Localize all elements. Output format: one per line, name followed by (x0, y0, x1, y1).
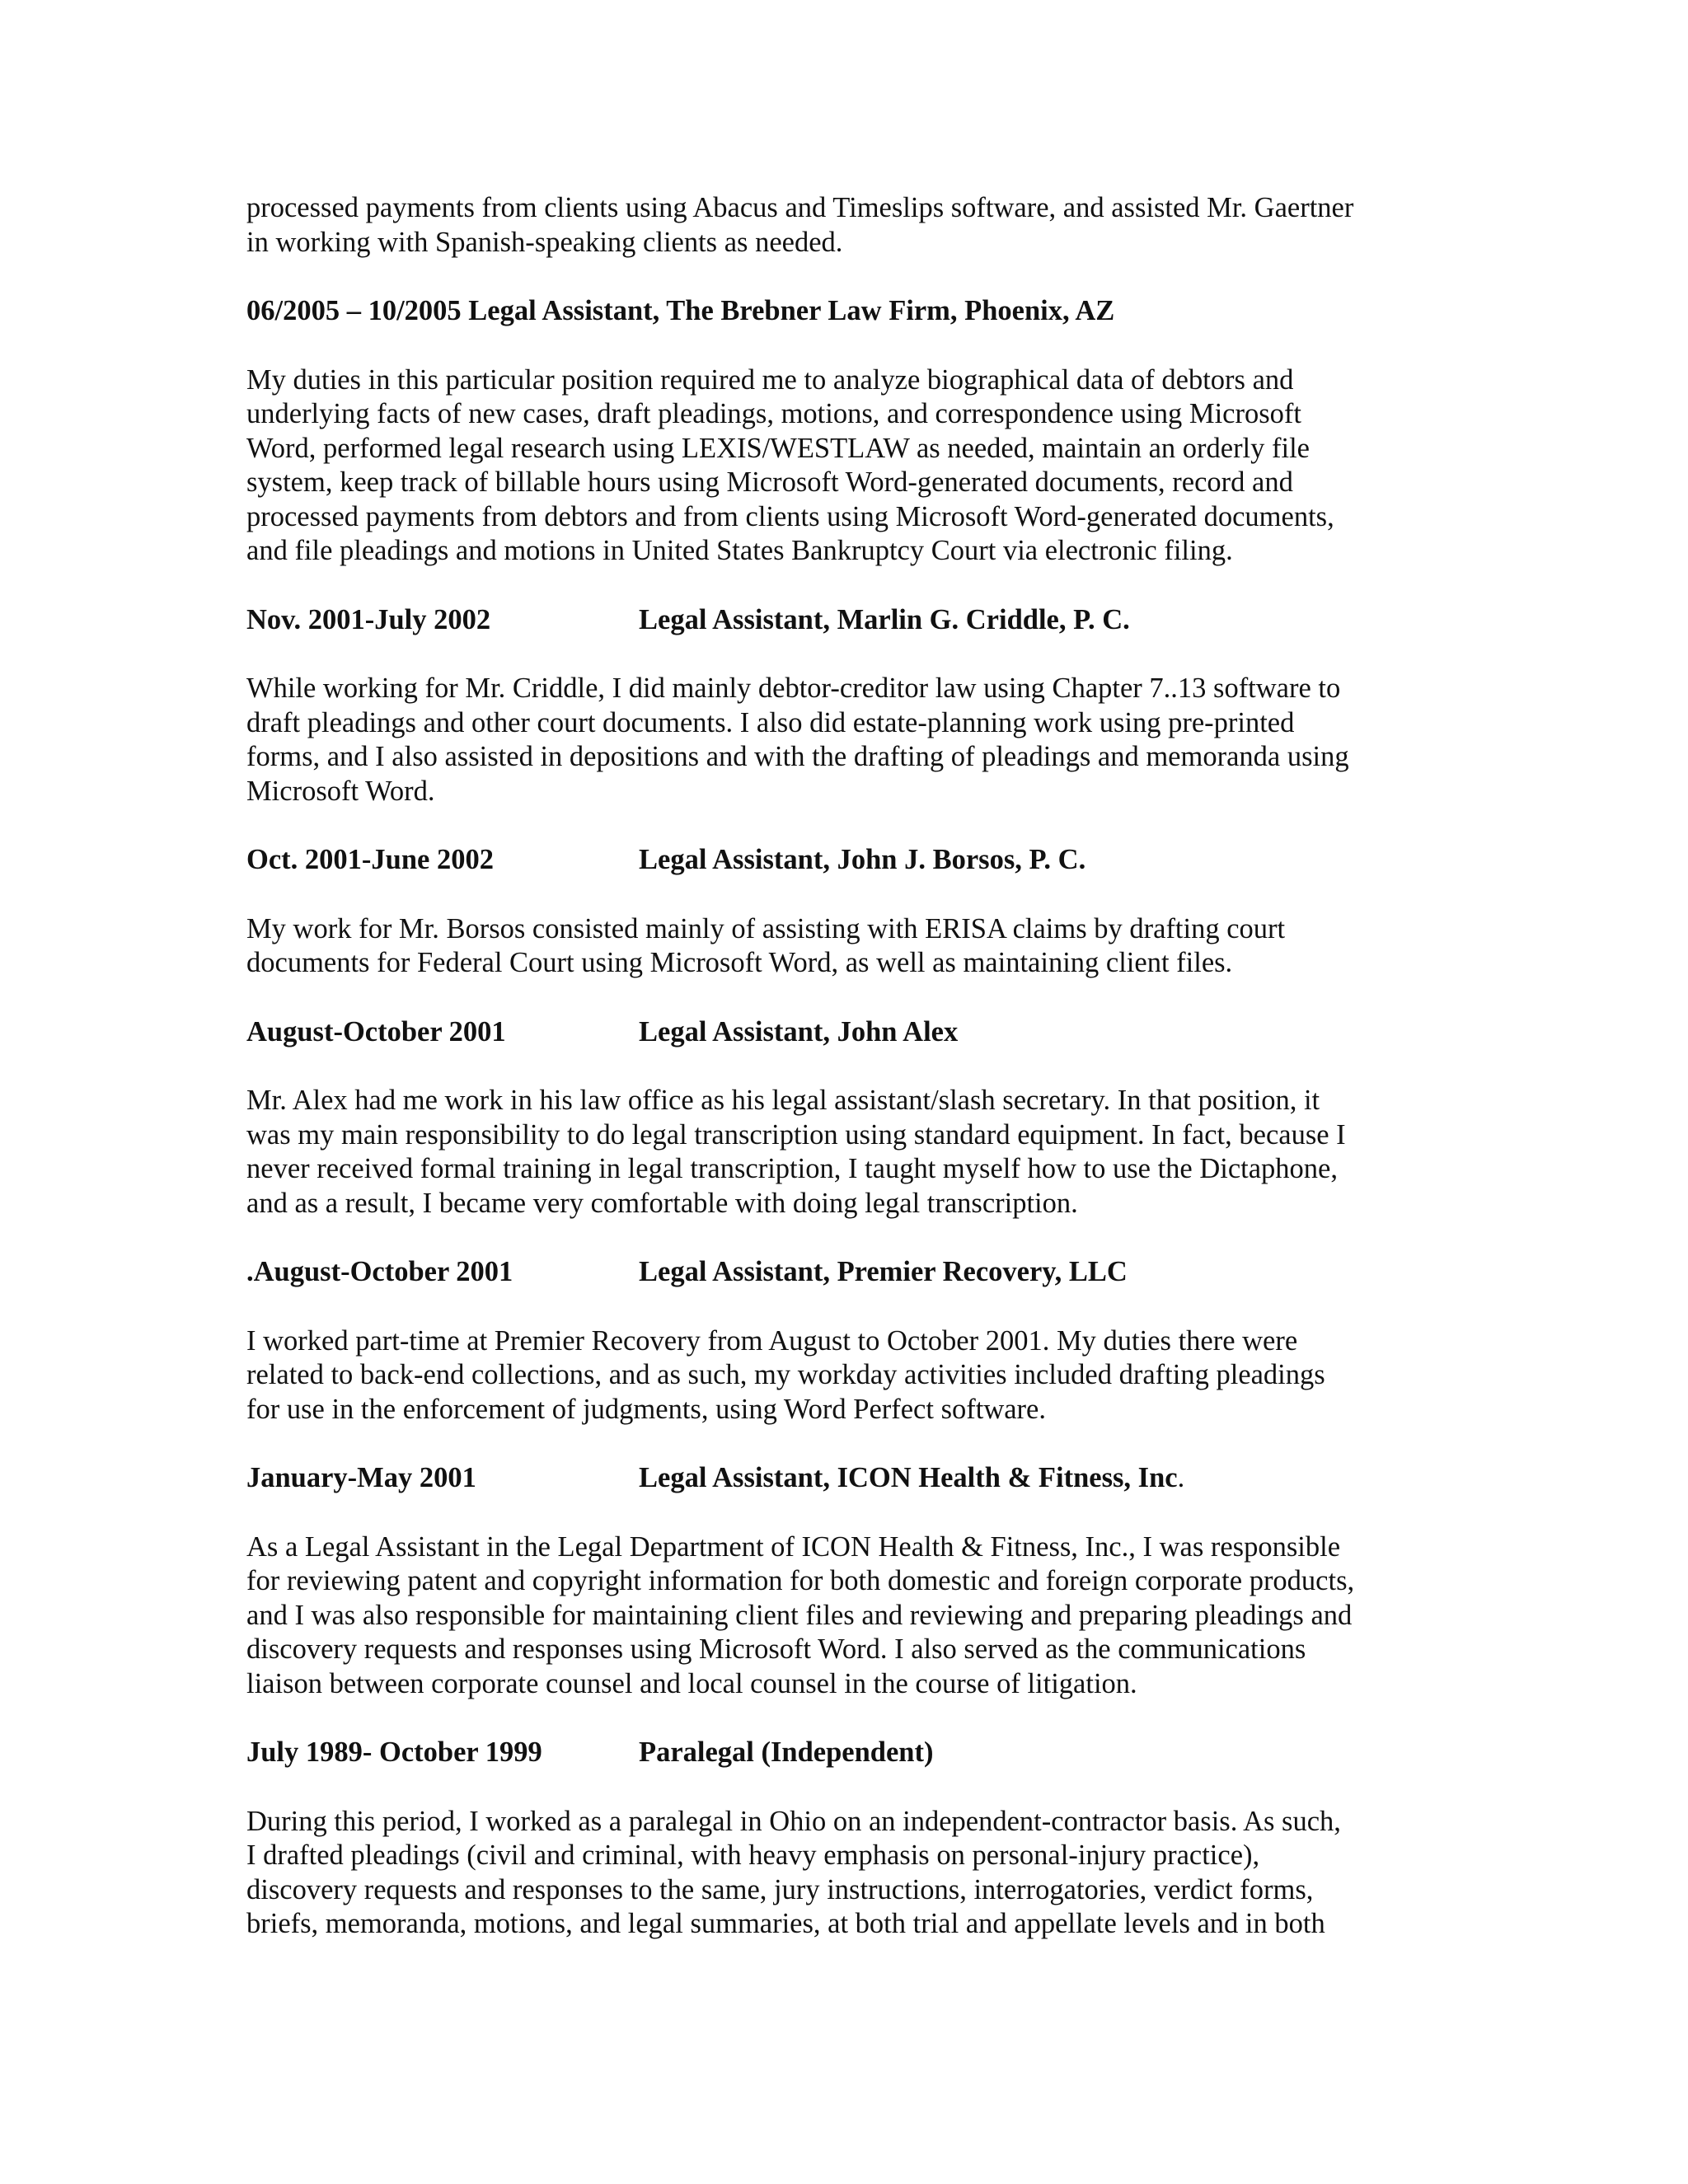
job-heading (246, 1461, 1450, 1496)
text-line: During this period, I worked as a paralegal in Ohio on an independent-contractor basis. As such, (246, 1805, 1341, 1837)
text-line: underlying facts of new cases, draft pleadings, motions, and correspondence using Microsoft (246, 398, 1301, 429)
job-title: Legal Assistant, John Alex (639, 1015, 959, 1047)
text-line: liaison between corporate counsel and local counsel in the course of litigation. (246, 1667, 1137, 1699)
job-heading (246, 1015, 1450, 1050)
job-heading (246, 603, 1450, 638)
text-line: I drafted pleadings (civil and criminal, with heavy emphasis on personal-injury practice), (246, 1840, 1260, 1871)
job-date: January-May 2001 (246, 1462, 476, 1493)
text-line: and file pleadings and motions in United States Bankruptcy Court via electronic filing. (246, 535, 1233, 566)
text-line: related to back-end collections, and as such, my workday activities included drafting pleadings (246, 1359, 1325, 1390)
text-line: Mr. Alex had me work in his law office as his legal assistant/slash secretary. In that position, it (246, 1085, 1320, 1116)
intro-paragraph (246, 191, 1450, 260)
job-title: Legal Assistant, Premier Recovery, LLC (639, 1256, 1128, 1287)
job-heading (246, 843, 1450, 878)
text-line: While working for Mr. Criddle, I did mainly debtor-creditor law using Chapter 7..13 software to (246, 673, 1341, 704)
job-description (246, 363, 1450, 569)
job-title: Legal Assistant, John J. Borsos, P. C. (639, 844, 1086, 875)
text-line: processed payments from clients using Abacus and Timeslips software, and assisted Mr. Gaertner (246, 192, 1354, 223)
text-line: My work for Mr. Borsos consisted mainly of assisting with ERISA claims by drafting court (246, 912, 1286, 944)
text-line: processed payments from debtors and from clients using Microsoft Word-generated documents, (246, 500, 1334, 532)
job-date: Nov. 2001-July 2002 (246, 603, 491, 635)
text-line: I worked part-time at Premier Recovery from August to October 2001. My duties there were (246, 1324, 1298, 1357)
job-heading (246, 294, 1450, 329)
text-line: was my main responsibility to do legal transcription using standard equipment. In fact, because I (246, 1118, 1346, 1151)
job-heading (246, 1255, 1450, 1290)
job-description (246, 1084, 1450, 1221)
text-line: draft pleadings and other court documents. I also did estate-planning work using pre-printed (246, 706, 1295, 738)
job-title: Legal Assistant, ICON Health & Fitness, Inc (639, 1462, 1178, 1493)
text-line: documents for Federal Court using Microsoft Word, as well as maintaining client files. (246, 947, 1233, 978)
text-line: and as a result, I became very comfortable with doing legal transcription. (246, 1187, 1078, 1219)
text-line: As a Legal Assistant in the Legal Department of ICON Health & Fitness, Inc., I was responsible (246, 1530, 1341, 1563)
text-line: Microsoft Word. (246, 775, 435, 807)
job-heading-text: 06/2005 – 10/2005 Legal Assistant, The Brebner Law Firm, Phoenix, AZ (246, 295, 1115, 326)
text-line: discovery requests and responses to the same, jury instructions, interrogatories, verdict forms, (246, 1873, 1314, 1905)
text-line: briefs, memoranda, motions, and legal summaries, at both trial and appellate levels and in both (246, 1908, 1325, 1939)
text-line: for use in the enforcement of judgments, using Word Perfect software. (246, 1393, 1046, 1425)
text-line: in working with Spanish-speaking clients as needed. (246, 226, 843, 258)
job-date: Oct. 2001-June 2002 (246, 844, 494, 875)
job-description (246, 672, 1450, 808)
job-description (246, 1530, 1450, 1702)
job-date: July 1989- October 1999 (246, 1736, 542, 1768)
text-line: discovery requests and responses using Microsoft Word. I also served as the communications (246, 1633, 1306, 1665)
job-description (246, 1324, 1450, 1427)
job-date: August-October 2001 (246, 1015, 506, 1047)
job-title-tail: . (1177, 1462, 1185, 1493)
resume-content (246, 191, 1450, 1976)
job-title: Paralegal (Independent) (639, 1736, 934, 1768)
text-line: system, keep track of billable hours using Microsoft Word-generated documents, record and (246, 466, 1293, 498)
text-line: Word, performed legal research using LEXIS/WESTLAW as needed, maintain an orderly file (246, 432, 1310, 464)
job-description (246, 1805, 1450, 1942)
job-heading (246, 1736, 1450, 1770)
text-line: My duties in this particular position required me to analyze biographical data of debtors and (246, 363, 1294, 396)
text-line: never received formal training in legal transcription, I taught myself how to use the Dictaphone, (246, 1153, 1338, 1184)
text-line: forms, and I also assisted in depositions and with the drafting of pleadings and memoranda using (246, 741, 1349, 772)
job-title: Legal Assistant, Marlin G. Criddle, P. C. (639, 603, 1130, 635)
text-line: for reviewing patent and copyright information for both domestic and foreign corporate products, (246, 1565, 1355, 1596)
text-line: and I was also responsible for maintaining client files and reviewing and preparing pleadings and (246, 1599, 1353, 1631)
job-description (246, 912, 1450, 981)
job-date: .August-October 2001 (246, 1256, 513, 1287)
